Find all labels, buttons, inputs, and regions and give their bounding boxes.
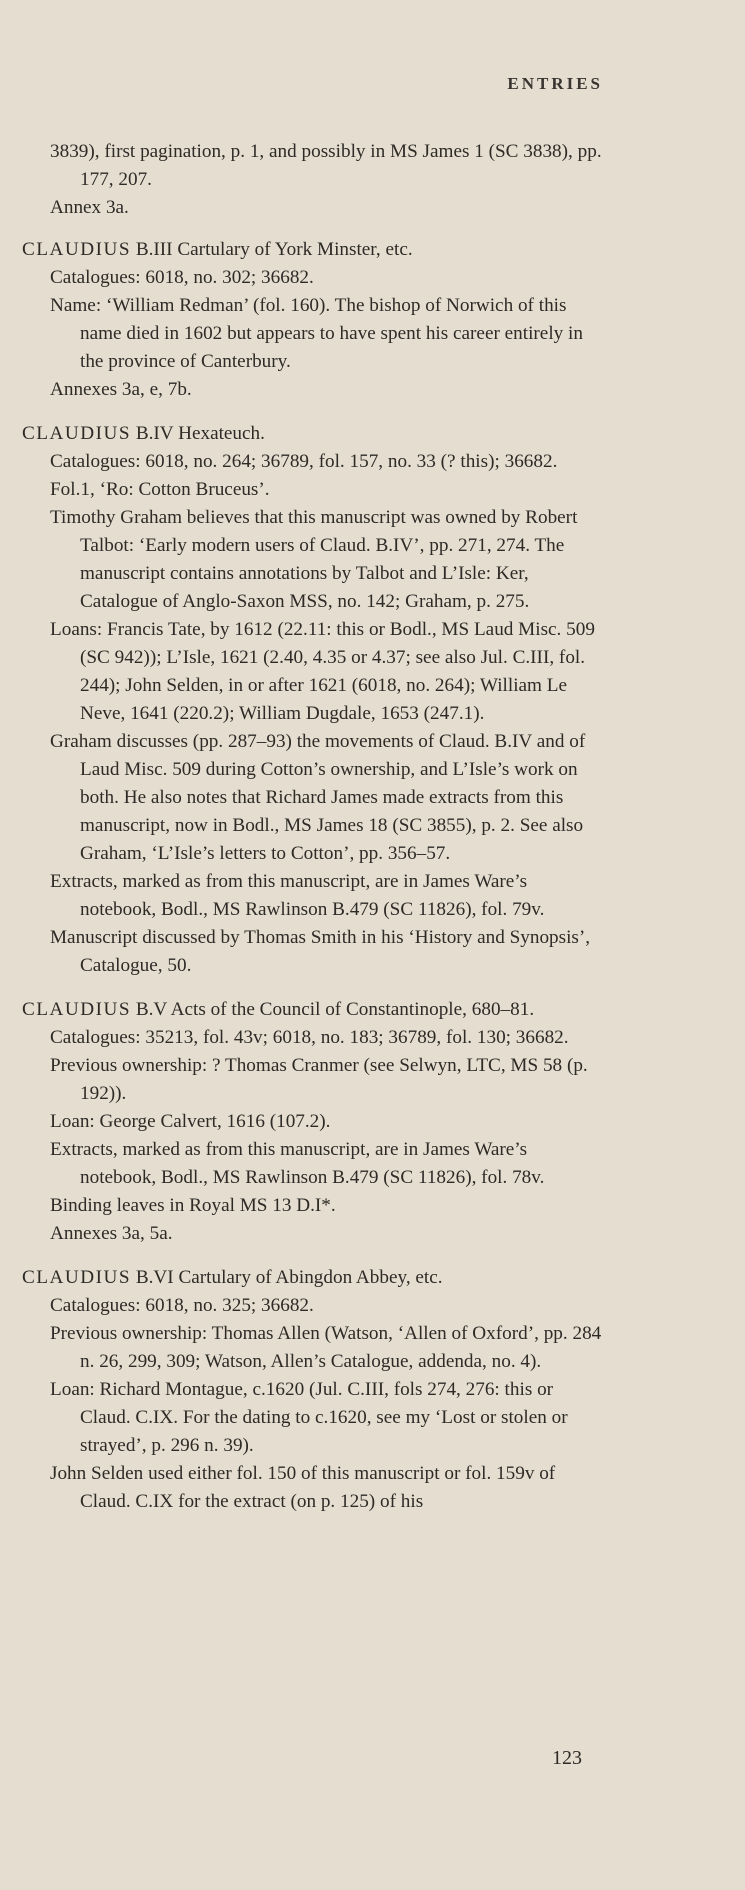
- spacer: [22, 222, 602, 236]
- spacer: [22, 404, 602, 420]
- entry-paragraph: 3839), first pagination, p. 1, and possibly in MS James 1 (SC 3838), pp. 177, 207.: [50, 141, 602, 190]
- entry-title: B.VI Cartulary of Abingdon Abbey, etc.: [135, 1267, 443, 1288]
- entry-paragraph: Timothy Graham believes that this manuscript was owned by Robert Talbot: ‘Early modern users of Claud. B.IV’, pp. 271, 274. The manuscript contains annotations by Talbot and L’Isle: Ker, Catalogue of Anglo-Saxon MSS, no. 142; Graham, p. 275.: [50, 507, 578, 612]
- entry-paragraph: Catalogues: 35213, fol. 43v; 6018, no. 183; 36789, fol. 130; 36682.: [50, 1027, 569, 1048]
- entry-shelfmark: CLAUDIUS: [22, 423, 132, 444]
- entry-paragraph: Manuscript discussed by Thomas Smith in his ‘History and Synopsis’, Catalogue, 50.: [50, 927, 591, 976]
- entry-paragraph: Loan: Richard Montague, c.1620 (Jul. C.III, fols 274, 276: this or Claud. C.IX. For the dating to c.1620, see my ‘Lost or stolen or strayed’, p. 296 n. 39).: [50, 1379, 568, 1456]
- entry-paragraph: Previous ownership: ? Thomas Cranmer (see Selwyn, LTC, MS 58 (p. 192)).: [50, 1055, 588, 1104]
- entry-heading: [22, 1264, 602, 1292]
- entry-paragraph: Catalogues: 6018, no. 264; 36789, fol. 157, no. 33 (? this); 36682.: [50, 451, 558, 472]
- running-head: ENTRIES: [507, 74, 603, 93]
- entry-title: B.IV Hexateuch.: [135, 423, 265, 444]
- entry-paragraph: Previous ownership: Thomas Allen (Watson, ‘Allen of Oxford’, pp. 284 n. 26, 299, 309; Watson, Allen’s Catalogue, addenda, no. 4).: [50, 1323, 602, 1372]
- entry-title: B.III Cartulary of York Minster, etc.: [135, 239, 413, 260]
- spacer: [22, 1248, 602, 1264]
- entry-shelfmark: CLAUDIUS: [22, 239, 132, 260]
- entry-paragraph: Loans: Francis Tate, by 1612 (22.11: this or Bodl., MS Laud Misc. 509 (SC 942)); L’Isle, 1621 (2.40, 4.35 or 4.37; see also Jul. C.III, fol. 244); John Selden, in or after 1621 (6018, no. 264); William Le Neve, 1641 (220.2); William Dugdale, 1653 (247.1).: [50, 619, 595, 724]
- entry-paragraph: Name: ‘William Redman’ (fol. 160). The bishop of Norwich of this name died in 1602 but appears to have spent his career entirely in the province of Canterbury.: [50, 295, 583, 372]
- entry-paragraph: Graham discusses (pp. 287–93) the movements of Claud. B.IV and of Laud Misc. 509 during Cotton’s ownership, and L’Isle’s work on both. He also notes that Richard James made extracts from this manuscript, now in Bodl., MS James 18 (SC 3855), p. 2. See also Graham, ‘L’Isle’s letters to Cotton’, pp. 356–57.: [50, 731, 586, 864]
- entry-paragraph: Catalogues: 6018, no. 302; 36682.: [50, 267, 314, 288]
- entry-shelfmark: CLAUDIUS: [22, 999, 132, 1020]
- entry-heading: [22, 996, 602, 1024]
- entry-shelfmark: CLAUDIUS: [22, 1267, 132, 1288]
- entry-paragraph: Catalogues: 6018, no. 325; 36682.: [50, 1295, 314, 1316]
- page-number: 123: [552, 1747, 582, 1769]
- entry-paragraph: Annexes 3a, 5a.: [50, 1223, 173, 1244]
- entry-paragraph: Fol.1, ‘Ro: Cotton Bruceus’.: [50, 479, 270, 500]
- spacer: [22, 980, 602, 996]
- entry-title: B.V Acts of the Council of Constantinople, 680–81.: [135, 999, 535, 1020]
- entry-paragraph: Extracts, marked as from this manuscript, are in James Ware’s notebook, Bodl., MS Rawlinson B.479 (SC 11826), fol. 78v.: [50, 1139, 545, 1188]
- entry-paragraph: Annex 3a.: [50, 197, 129, 218]
- entry-paragraph: Binding leaves in Royal MS 13 D.I*.: [50, 1195, 336, 1216]
- entry-paragraph: Loan: George Calvert, 1616 (107.2).: [50, 1111, 331, 1132]
- entry-paragraph: John Selden used either fol. 150 of this manuscript or fol. 159v of Claud. C.IX for the extract (on p. 125) of his: [50, 1463, 556, 1512]
- entry-paragraph: Extracts, marked as from this manuscript, are in James Ware’s notebook, Bodl., MS Rawlinson B.479 (SC 11826), fol. 79v.: [50, 871, 545, 920]
- entries-body: [22, 138, 602, 1516]
- entry-heading: [22, 236, 602, 264]
- entry-heading: [22, 420, 602, 448]
- entry-paragraph: Annexes 3a, e, 7b.: [50, 379, 192, 400]
